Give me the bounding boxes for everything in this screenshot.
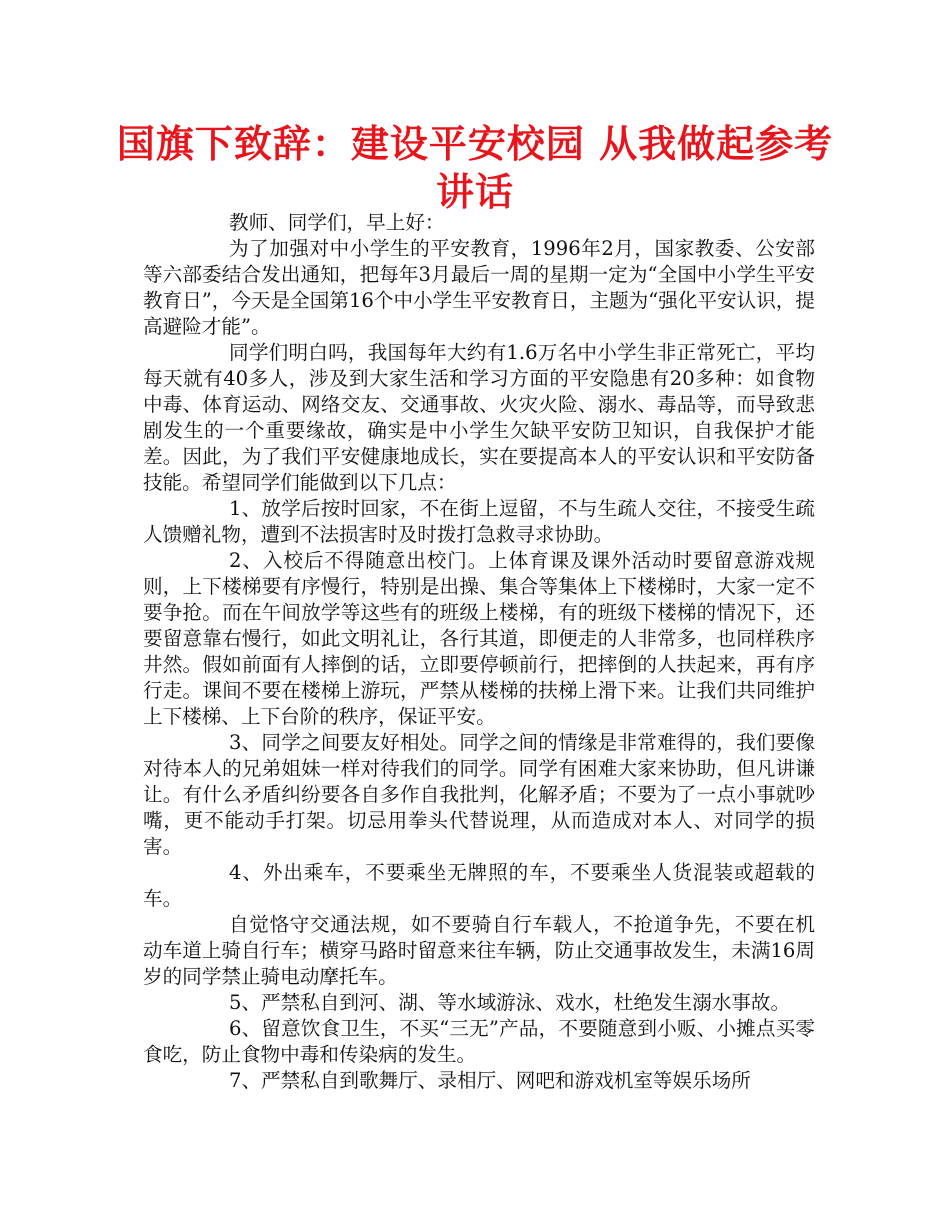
list-item-1: 1、放学后按时回家，不在街上逗留，不与生疏人交往，不接受生疏人馈赠礼物，遭到不法损害时及时拨打急救寻求协助。 xyxy=(143,497,815,546)
list-item-7: 7、严禁私自到歌舞厅、录相厅、网吧和游戏机室等娱乐场所 xyxy=(229,1069,751,1092)
salutation-paragraph: 教师、同学们，早上好： xyxy=(229,211,445,234)
list-item-6: 6、留意饮食卫生，不买“三无”产品，不要随意到小贩、小摊点买零食吃，防止食物中毒和传染病的发生。 xyxy=(143,1017,815,1066)
document-title: 国旗下致辞：建设平安校园 从我做起参考讲话 xyxy=(116,122,834,214)
list-item-3: 3、同学之间要友好相处。同学之间的情缘是非常难得的，我们要像对待本人的兄弟姐妹一样对待我们的同学。同学有困难大家来协助，但凡讲谦让。有什么矛盾纠纷要各自多作自我批判，化解矛盾；不要为了一点小事就吵嘴，更不能动手打架。切忌用拳头代替说理，从而造成对本人、对同学的损害。 xyxy=(143,731,815,858)
body-paragraph: 自觉恪守交通法规，如不要骑自行车载人，不抢道争先，不要在机动车道上骑自行车；横穿马路时留意来往车辆，防止交通事故发生，未满16周岁的同学禁止骑电动摩托车。 xyxy=(143,913,815,988)
list-item-2: 2、入校后不得随意出校门。上体育课及课外活动时要留意游戏规则，上下楼梯要有序慢行，特别是出操、集合等集体上下楼梯时，大家一定不要争抢。而在午间放学等这些有的班级上楼梯，有的班级下楼梯的情况下，还要留意靠右慢行，如此文明礼让，各行其道，即便走的人非常多，也同样秩序井然。假如前面有人摔倒的话，立即要停顿前行，把摔倒的人扶起来，再有序行走。课间不要在楼梯上游玩，严禁从楼梯的扶梯上滑下来。让我们共同维护上下楼梯、上下台阶的秩序，保证平安。 xyxy=(143,549,815,728)
body-paragraph: 为了加强对中小学生的平安教育，1996年2月，国家教委、公安部等六部委结合发出通知，把每年3月最后一周的星期一定为“全国中小学生平安教育日”，今天是全国第16个中小学生平安教育日，主题为“强化平安认识，提高避险才能”。 xyxy=(143,237,815,338)
document-body xyxy=(143,210,815,1094)
list-item-5: 5、严禁私自到河、湖、等水域游泳、戏水，杜绝发生溺水事故。 xyxy=(229,991,791,1014)
body-paragraph: 同学们明白吗，我国每年大约有1.6万名中小学生非正常死亡，平均每天就有40多人，涉及到大家生活和学习方面的平安隐患有20多种：如食物中毒、体育运动、网络交友、交通事故、火灾火险、溺水、毒品等，而导致悲剧发生的一个重要缘故，确实是中小学生欠缺平安防卫知识，自我保护才能差。因此，为了我们平安健康地成长，实在要提高本人的平安认识和平安防备技能。希望同学们能做到以下几点： xyxy=(143,341,815,494)
list-item-4: 4、外出乘车，不要乘坐无牌照的车，不要乘坐人货混装或超载的车。 xyxy=(143,861,815,910)
